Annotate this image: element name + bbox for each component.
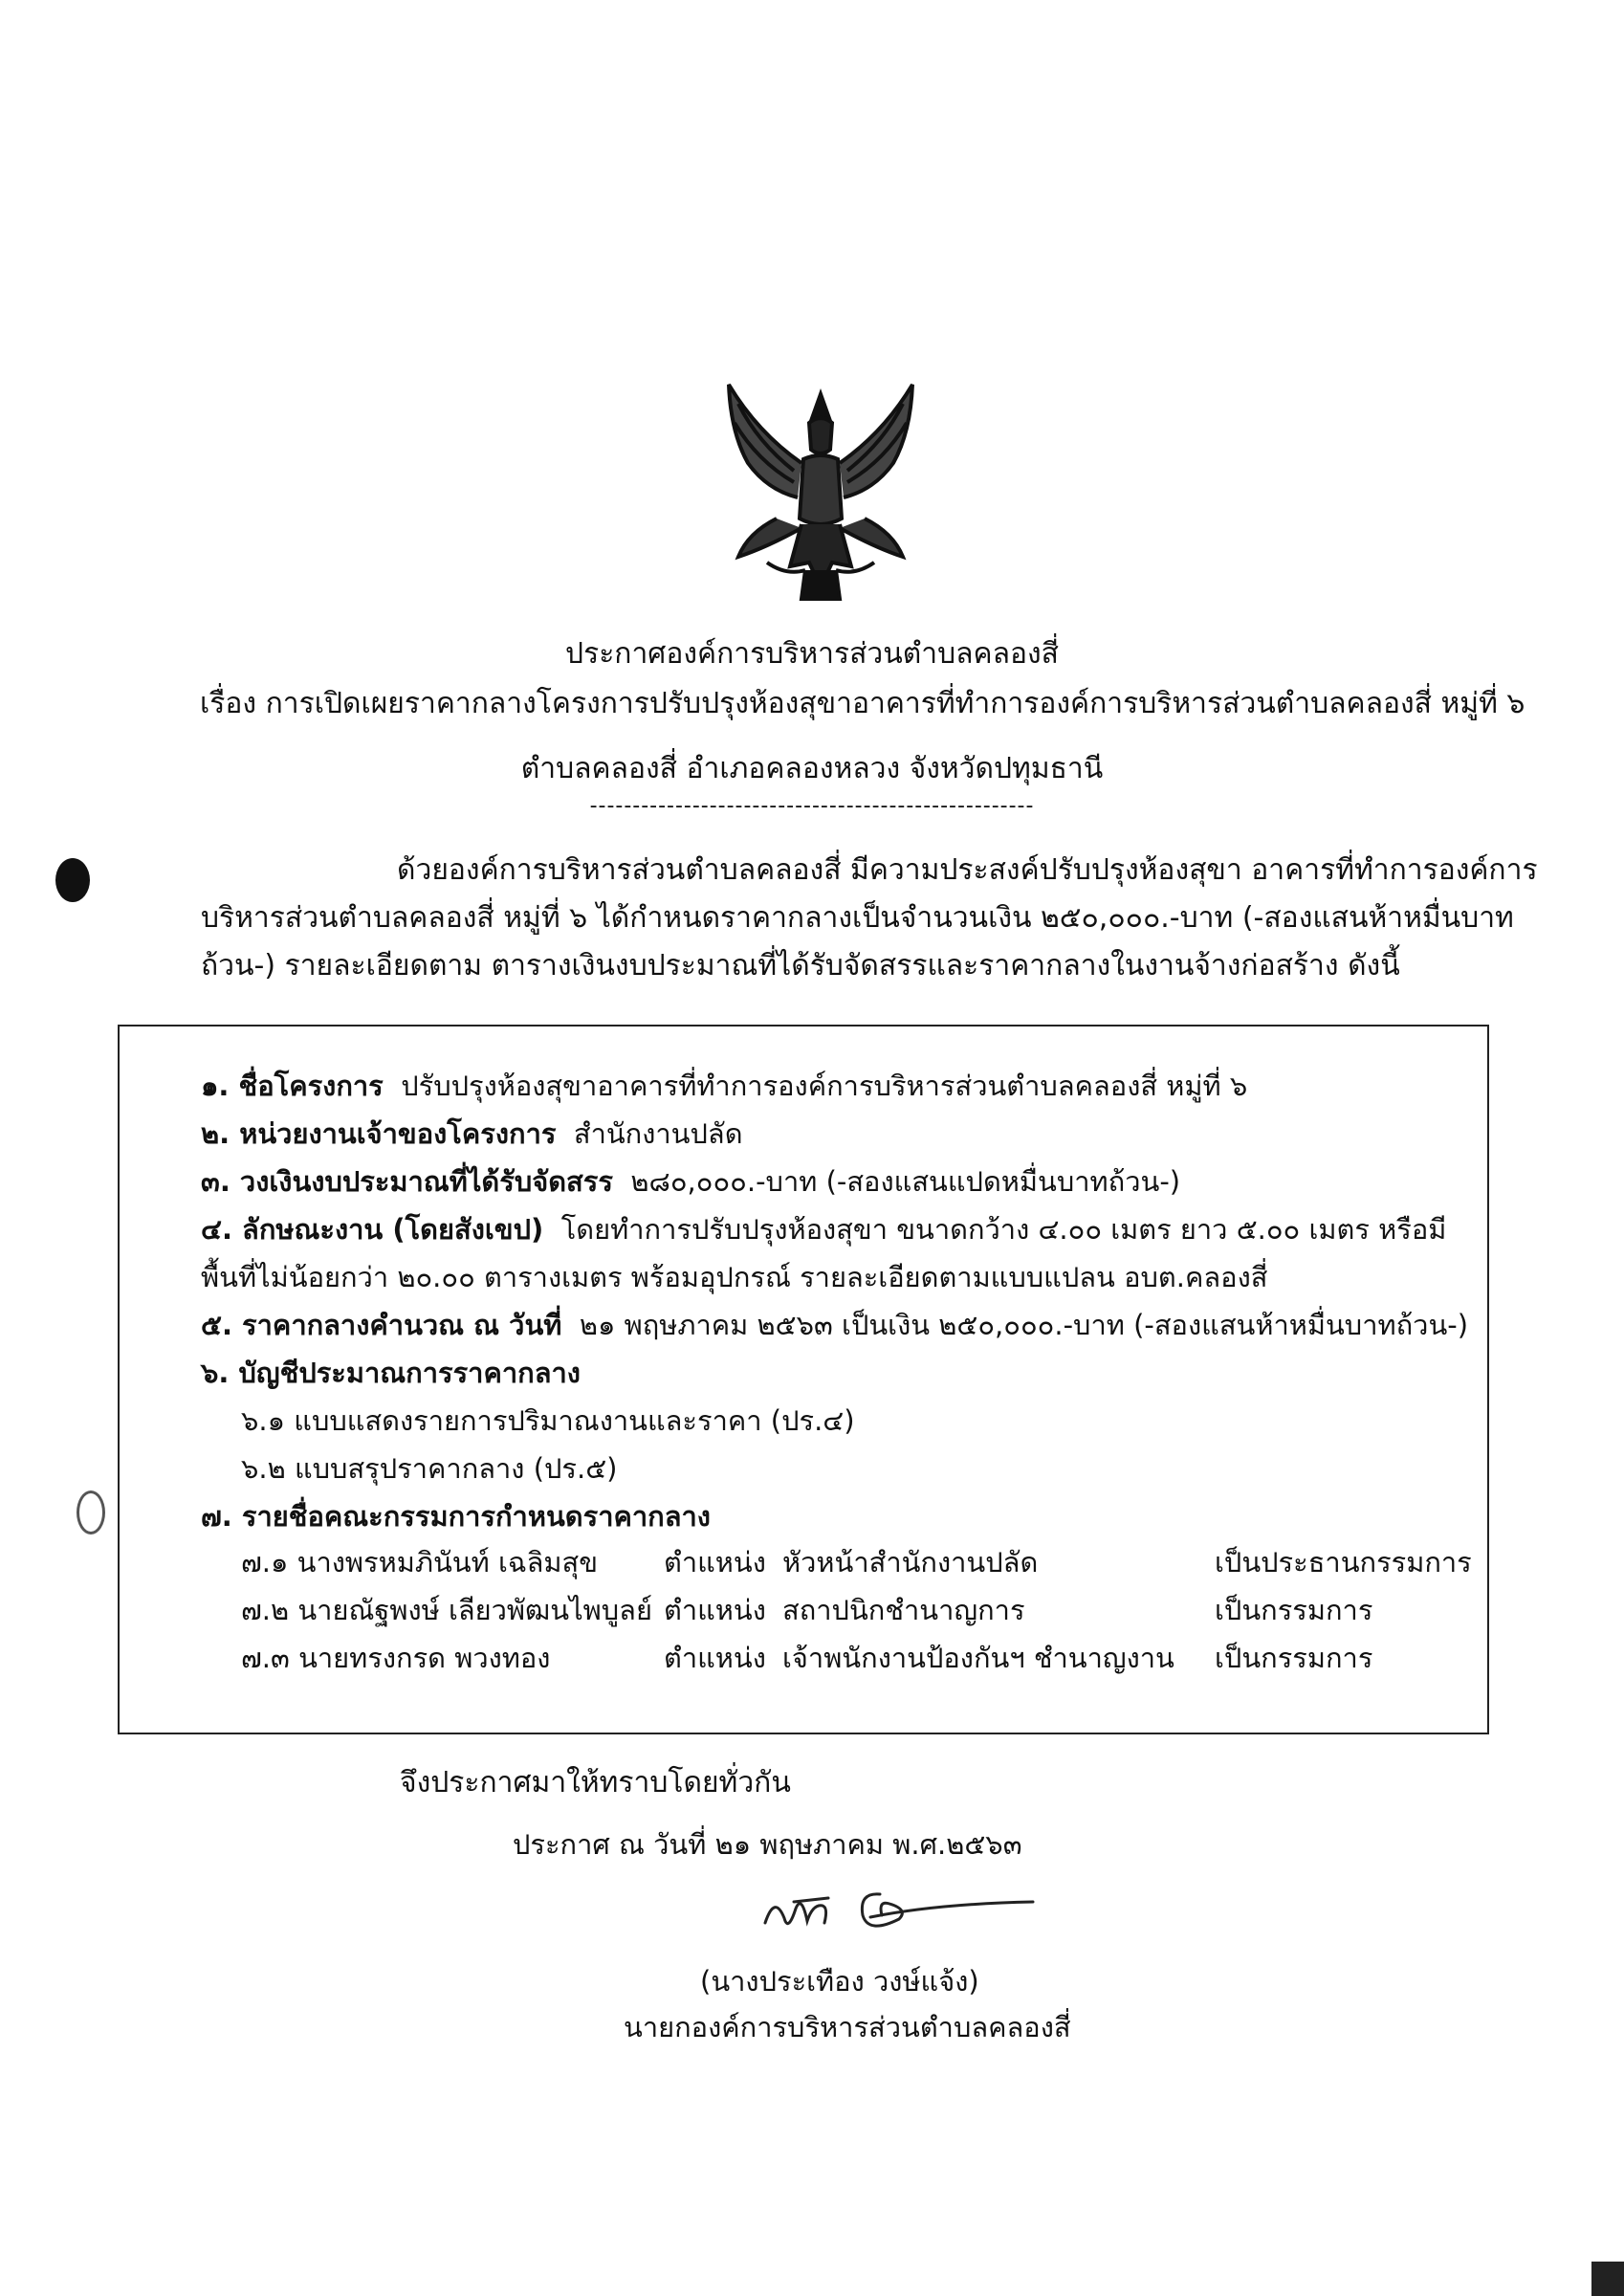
signer-title: นายกองค์การบริหารส่วนตำบลคลองสี่ (624, 2011, 1071, 2043)
org-title: ประกาศองค์การบริหารส่วนตำบลคลองสี่ (565, 637, 1059, 671)
subject-location: ตำบลคลองสี่ อำเภอคลองหลวง จังหวัดปทุมธานี (520, 752, 1104, 785)
committee-position: หัวหน้าสำนักงานปลัด (782, 1546, 1039, 1578)
item-value: ๒๘๐,๐๐๐.-บาท (-สองแสนแปดหมื่นบาทถ้วน-) (630, 1165, 1181, 1198)
committee-position-label: ตำแหน่ง (664, 1546, 766, 1578)
item-work-description (201, 1207, 1446, 1251)
intro-line-1: ด้วยองค์การบริหารส่วนตำบลคลองสี่ มีความประสงค์ปรับปรุงห้องสุขา อาคารที่ทำการองค์การ (397, 853, 1538, 887)
item-median-price (201, 1303, 1468, 1347)
item-label: ๕. ราคากลางคำนวณ ณ วันที่ (201, 1309, 562, 1341)
item-estimate-6-2: ๖.๒ แบบสรุปราคากลาง (ปร.๕) (241, 1452, 618, 1485)
item-value: สำนักงานปลัด (573, 1117, 743, 1150)
item-label: ๒. หน่วยงานเจ้าของโครงการ (201, 1117, 557, 1150)
announcement-date: ประกาศ ณ วันที่ ๒๑ พฤษภาคม พ.ศ.๒๕๖๓ (513, 1828, 1022, 1861)
subject-line: เรื่อง การเปิดเผยราคากลางโครงการปรับปรุงห้องสุขาอาคารที่ทำการองค์การบริหารส่วนตำบลคลองสี่ หมู่ที่ ๖ (200, 687, 1525, 720)
item-estimate-6-1: ๖.๑ แบบแสดงรายการปริมาณงานและราคา (ปร.๔) (241, 1404, 855, 1437)
punch-hole-top (55, 858, 90, 902)
committee-position-label: ตำแหน่ง (664, 1594, 766, 1626)
garuda-emblem-icon (710, 375, 932, 605)
item-budget (201, 1159, 1180, 1203)
item-committee: ๗. รายชื่อคณะกรรมการกำหนดราคากลาง (201, 1500, 711, 1533)
item-project-name (201, 1064, 1247, 1108)
item-label: ๑. ชื่อโครงการ (201, 1070, 384, 1102)
item-label: ๓. วงเงินงบประมาณที่ได้รับจัดสรร (201, 1165, 613, 1198)
item-value: ๒๑ พฤษภาคม ๒๕๖๓ เป็นเงิน ๒๕๐,๐๐๐.-บาท (-สองแสนห้าหมื่นบาทถ้วน-) (579, 1309, 1469, 1341)
committee-role: เป็นประธานกรรมการ (1215, 1546, 1472, 1578)
signature-image (756, 1866, 1042, 1952)
committee-member-name: ๗.๑ นางพรหมภินันท์ เฉลิมสุข (241, 1546, 599, 1578)
item-owner-unit (201, 1112, 743, 1156)
intro-line-3: ถ้วน-) รายละเอียดตาม ตารางเงินงบประมาณที่ได้รับจัดสรรและราคากลางในงานจ้างก่อสร้าง ดังนี้ (201, 949, 1400, 982)
scan-corner-shadow (1591, 2262, 1624, 2296)
item-estimate-list: ๖. บัญชีประมาณการราคากลาง (201, 1357, 581, 1389)
committee-role: เป็นกรรมการ (1215, 1594, 1373, 1626)
item-work-description-cont: พื้นที่ไม่น้อยกว่า ๒๐.๐๐ ตารางเมตร พร้อมอุปกรณ์ รายละเอียดตามแบบแปลน อบต.คลองสี่ (201, 1261, 1268, 1293)
item-value: ปรับปรุงห้องสุขาอาคารที่ทำการองค์การบริหารส่วนตำบลคลองสี่ หมู่ที่ ๖ (401, 1070, 1248, 1102)
committee-member-name: ๗.๓ นายทรงกรด พวงทอง (241, 1642, 551, 1674)
committee-role: เป็นกรรมการ (1215, 1642, 1373, 1674)
signer-name: (นางประเทือง วงษ์แจ้ง) (700, 1965, 979, 1998)
punch-hole-bottom (77, 1490, 105, 1534)
intro-line-2: บริหารส่วนตำบลคลองสี่ หมู่ที่ ๖ ได้กำหนดราคากลางเป็นจำนวนเงิน ๒๕๐,๐๐๐.-บาท (-สองแสนห้าหมื่นบาท (201, 901, 1514, 935)
item-label: ๔. ลักษณะงาน (โดยสังเขป) (201, 1213, 544, 1246)
divider: ---------------------------------------------------- (589, 794, 1035, 818)
closing-announcement: จึงประกาศมาให้ทราบโดยทั่วกัน (400, 1766, 791, 1799)
committee-member-name: ๗.๒ นายณัฐพงษ์ เลียวพัฒนไพบูลย์ (241, 1594, 652, 1626)
committee-position: เจ้าพนักงานป้องกันฯ ชำนาญงาน (782, 1642, 1174, 1674)
committee-position-label: ตำแหน่ง (664, 1642, 766, 1674)
committee-position: สถาปนิกชำนาญการ (782, 1594, 1025, 1626)
item-value: โดยทำการปรับปรุงห้องสุขา ขนาดกว้าง ๔.๐๐ เมตร ยาว ๕.๐๐ เมตร หรือมี (560, 1213, 1447, 1246)
